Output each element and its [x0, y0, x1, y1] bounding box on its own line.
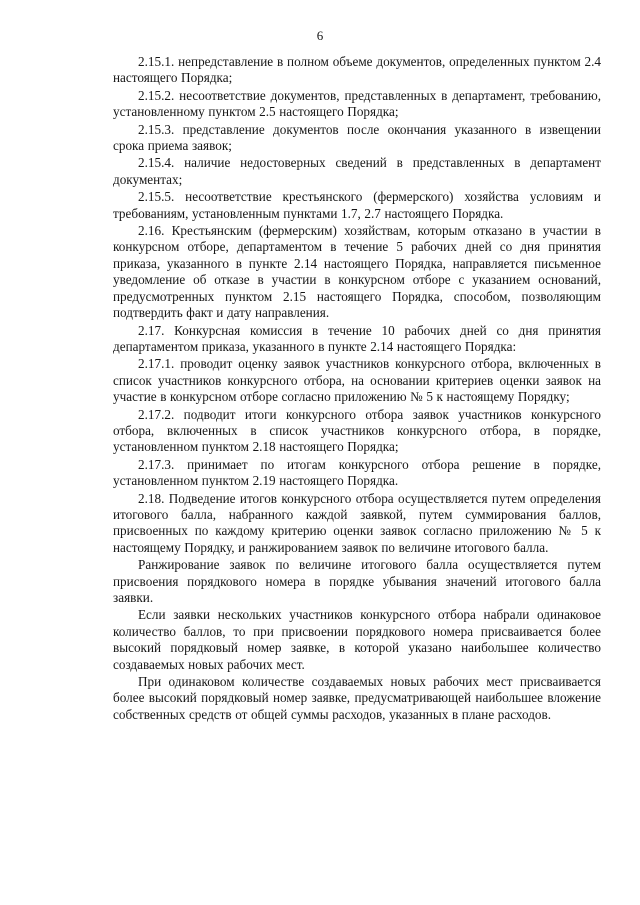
paragraph-2-15-2: 2.15.2. несоответствие документов, представленных в департамент, требованию, установленному пунктом 2.5 настоящего Порядка; [113, 87, 601, 120]
paragraph-2-15-3: 2.15.3. представление документов после окончания указанного в извещении срока приема заявок; [113, 121, 601, 154]
document-body [113, 54, 601, 724]
paragraph-2-18: 2.18. Подведение итогов конкурсного отбора осуществляется путем определения итогового балла, набранного каждой заявкой, путем суммирования баллов, присвоенных по каждому критерию оценки заявок согласно приложению № 5 к настоящему Порядку, и ранжированием заявок по величине итогового балла. [113, 490, 601, 555]
paragraph-equal-score: Если заявки нескольких участников конкурсного отбора набрали одинаковое количество баллов, то при присвоении порядкового номера присваивается более высокий порядковый номер заявке, в которой указано наибольшее количество создаваемых новых рабочих мест. [113, 607, 601, 672]
paragraph-2-17-2: 2.17.2. подводит итоги конкурсного отбора заявок участников конкурсного отбора, включенных в список участников конкурсного отбора, в порядке, установленном пунктом 2.18 настоящего Порядка; [113, 406, 601, 455]
paragraph-equal-jobs: При одинаковом количестве создаваемых новых рабочих мест присваивается более высокий порядковый номер заявке, предусматривающей наибольшее вложение собственных средств от общей суммы расходов, указанных в плане расходов. [113, 674, 601, 722]
page-number: 6 [316, 28, 324, 43]
paragraph-2-17-3: 2.17.3. принимает по итогам конкурсного отбора решение в порядке, установленном пунктом 2.19 настоящего Порядка. [113, 456, 601, 489]
paragraph-2-16: 2.16. Крестьянским (фермерским) хозяйствам, которым отказано в участии в конкурсном отборе, департаментом в течение 5 рабочих дней со дня принятия приказа, указанного в пункте 2.14 настоящего Порядка, направляется письменное уведомление об отказе в участии в конкурсном отборе с указанием оснований, предусмотренных пунктом 2.15 настоящего Порядка, способом, позволяющим подтвердить факт и дату направления. [113, 223, 601, 321]
paragraph-2-15-4: 2.15.4. наличие недостоверных сведений в представленных в департамент документах; [113, 155, 601, 187]
paragraph-2-15-5: 2.15.5. несоответствие крестьянского (фермерского) хозяйства условиям и требованиям, установленным пунктами 1.7, 2.7 настоящего Порядка. [113, 189, 601, 221]
paragraph-ranking: Ранжирование заявок по величине итогового балла осуществляется путем присвоения порядкового номера в порядке убывания значений итогового балла заявки. [113, 557, 601, 605]
paragraph-2-15-1: 2.15.1. непредставление в полном объеме документов, определенных пунктом 2.4 настоящего Порядка; [113, 54, 601, 86]
paragraph-2-17-1: 2.17.1. проводит оценку заявок участников конкурсного отбора, включенных в список участников конкурсного отбора, на основании критериев оценки заявок на участие в конкурсном отборе согласно приложению № 5 к настоящему Порядку; [113, 356, 601, 405]
paragraph-2-17: 2.17. Конкурсная комиссия в течение 10 рабочих дней со дня принятия департаментом приказа, указанного в пункте 2.14 настоящего Порядка: [113, 322, 601, 354]
